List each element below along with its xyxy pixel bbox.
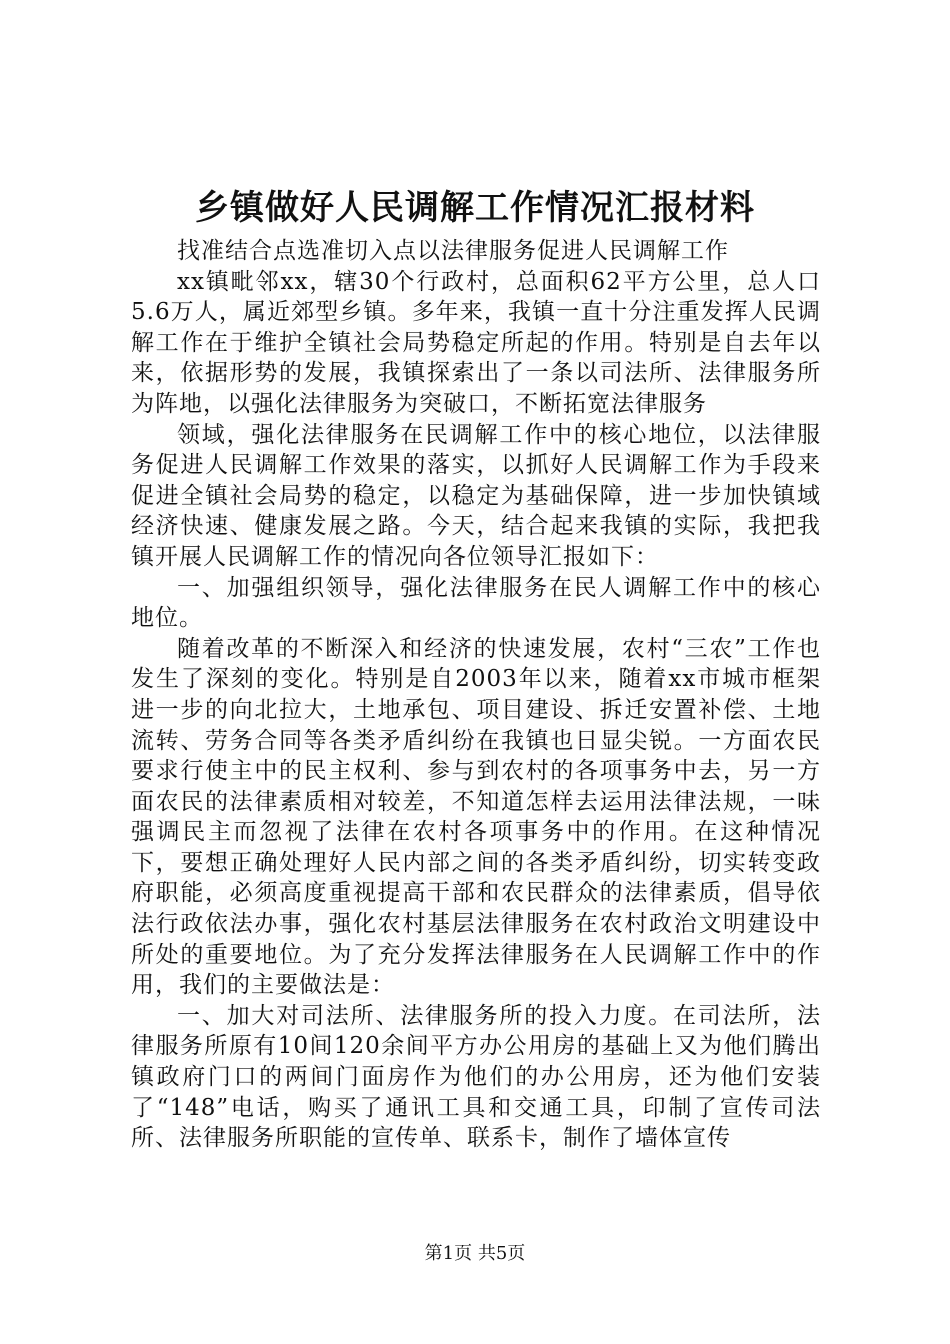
paragraph: 领域，强化法律服务在民调解工作中的核心地位，以法律服务促进人民调解工作效果的落实，以抓好人民调解工作为手段来促进全镇社会局势的稳定，以稳定为基础保障，进一步加快镇域经济快速、健康发展之路。今天，结合起来我镇的实际，我把我镇开展人民调解工作的情况向各位领导汇报如下： bbox=[131, 421, 821, 570]
document-body bbox=[131, 236, 821, 1154]
page-number-footer: 第1页 共5页 bbox=[424, 1243, 526, 1264]
paragraph: 一、加大对司法所、法律服务所的投入力度。在司法所，法律服务所原有10间120余间平方办公用房的基础上又为他们腾出镇政府门口的两间门面房作为他们的办公用房，还为他们安装了“148”电话，购买了通讯工具和交通工具，印制了宣传司法所、法律服务所职能的宣传单、联系卡，制作了墙体宣传 bbox=[131, 1002, 821, 1152]
paragraph: 随着改革的不断深入和经济的快速发展，农村“三农”工作也发生了深刻的变化。特别是自2003年以来，随着xx市城市框架进一步的向北拉大，土地承包、项目建设、拆迁安置补偿、土地流转、劳务合同等各类矛盾纠纷在我镇也日显尖锐。一方面农民要求行使主中的民主权利、参与到农村的各项事务中去，另一方面农民的法律素质相对较差，不知道怎样去运用法律法规，一味强调民主而忽视了法律在农村各项事务中的作用。在这种情况下，要想正确处理好人民内部之间的各类矛盾纠纷，切实转变政府职能，必须高度重视提高干部和农民群众的法律素质，倡导依法行政依法办事，强化农村基层法律服务在农村政治文明建设中所处的重要地位。为了充分发挥法律服务在人民调解工作中的作用，我们的主要做法是： bbox=[131, 635, 821, 999]
paragraph-heading: 一、加强组织领导，强化法律服务在民人调解工作中的核心地位。 bbox=[131, 574, 821, 632]
paragraph-subtitle: 找准结合点选准切入点以法律服务促进人民调解工作 bbox=[177, 238, 729, 264]
paragraph: xx镇毗邻xx，辖30个行政村，总面积62平方公里，总人口5.6万人，属近郊型乡镇。多年来，我镇一直十分注重发挥人民调解工作在于维护全镇社会局势稳定所起的作用。特别是自去年以来，依据形势的发展，我镇探索出了一条以司法所、法律服务所为阵地，以强化法律服务为突破口，不断拓宽法律服务 bbox=[131, 268, 821, 417]
document-title: 乡镇做好人民调解工作情况汇报材料 bbox=[195, 188, 755, 228]
